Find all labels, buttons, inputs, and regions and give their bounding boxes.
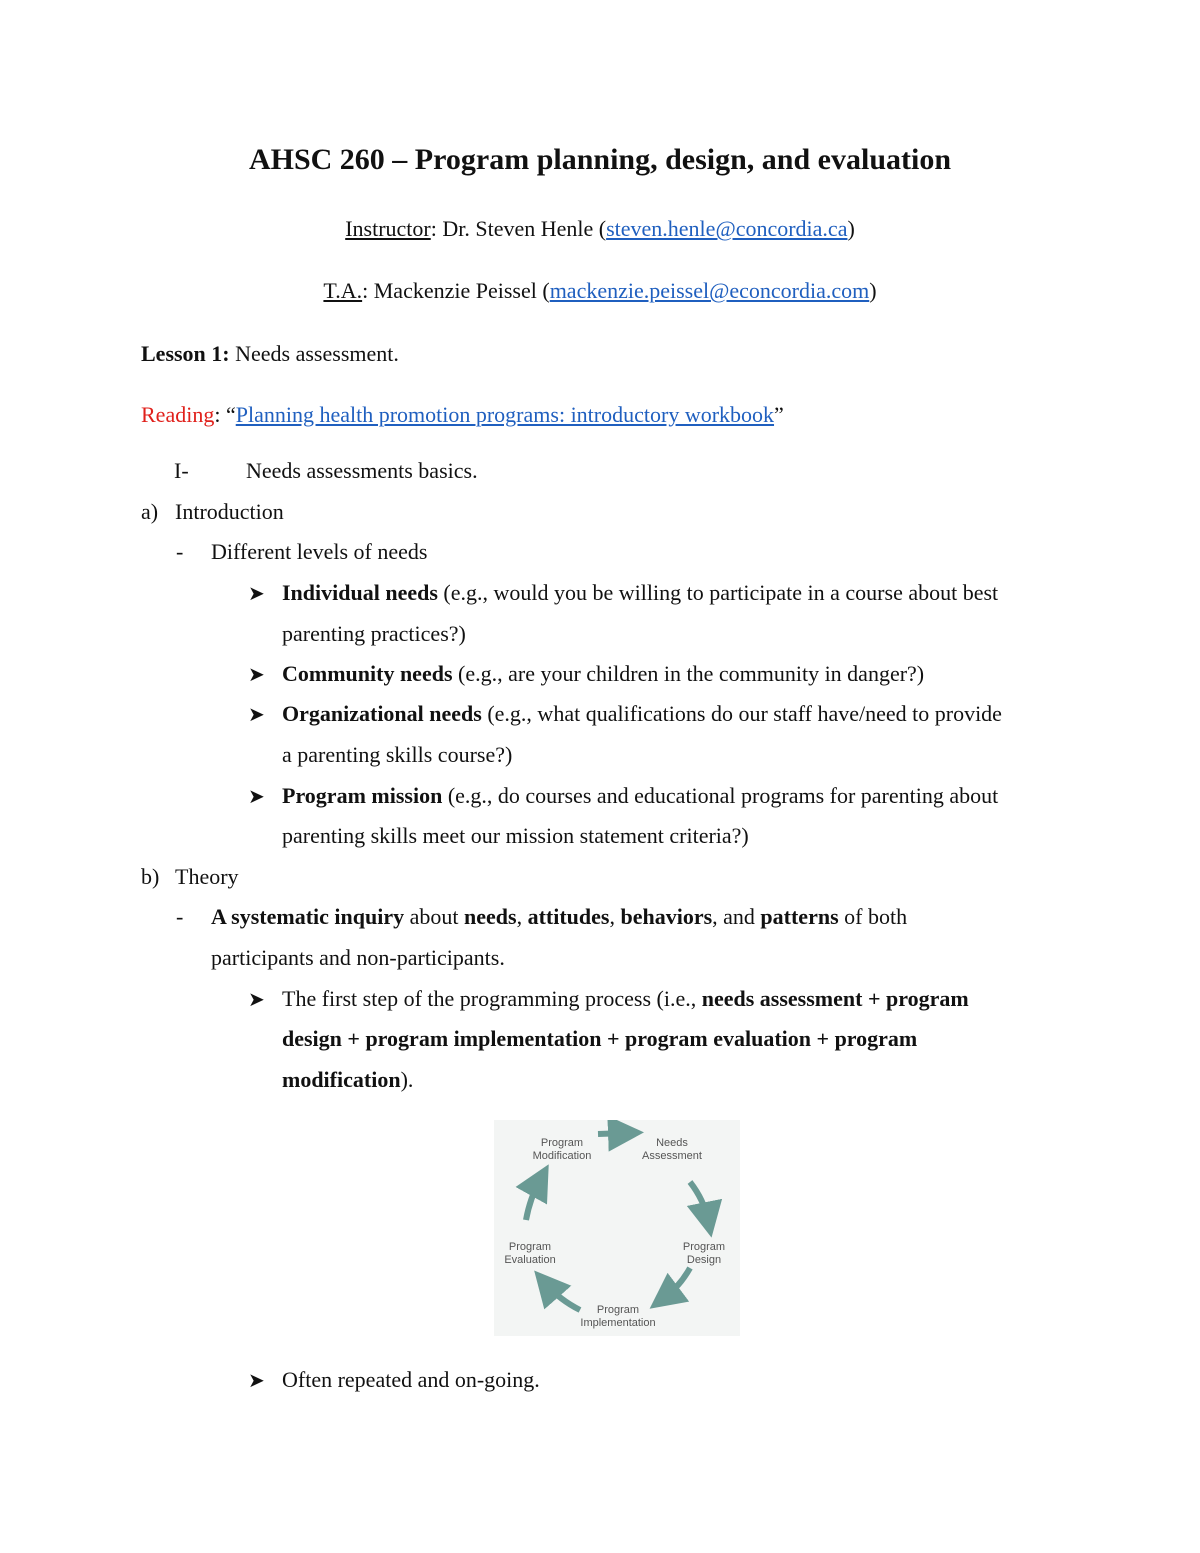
reading-label: Reading bbox=[141, 402, 215, 427]
bullet-individual-cont: parenting practices?) bbox=[282, 621, 466, 646]
dash-marker: - bbox=[176, 904, 184, 929]
bullet-individual bbox=[248, 578, 998, 609]
node-implementation-l1: Program bbox=[596, 1304, 640, 1316]
node-needs-l2: Assessment bbox=[642, 1150, 702, 1162]
theory-label: Theory bbox=[175, 864, 239, 889]
cycle-svg bbox=[494, 1120, 740, 1336]
arrow-bullet-icon: ➤ bbox=[248, 664, 265, 686]
instructor-email-link[interactable]: steven.henle@concordia.ca bbox=[606, 216, 848, 241]
arrow-bullet-icon: ➤ bbox=[248, 583, 265, 605]
instructor-name: Dr. Steven Henle ( bbox=[442, 216, 607, 241]
bullet-organizational bbox=[248, 699, 1002, 730]
reading-close: ” bbox=[774, 402, 784, 427]
lesson-title: Needs assessment. bbox=[229, 341, 399, 366]
bullet-first-step-end: modification). bbox=[282, 1067, 414, 1092]
instructor-close: ) bbox=[847, 216, 855, 241]
bullet-bold: Community needs bbox=[282, 661, 453, 686]
arrow-needs-to-design bbox=[690, 1182, 708, 1220]
reading-link[interactable]: Planning health promotion programs: introductory workbook bbox=[235, 402, 775, 427]
bullet-bold: Organizational needs bbox=[282, 701, 482, 726]
bullet-text: (e.g., do courses and educational programs for parenting about bbox=[442, 783, 999, 808]
bullet-first-step-cont: design + program implementation + program evaluation + program bbox=[282, 1026, 918, 1051]
theory-marker: b) bbox=[141, 864, 160, 889]
node-design-l1: Program bbox=[682, 1241, 726, 1253]
ta-colon: : bbox=[362, 278, 374, 303]
node-evaluation-l1: Program bbox=[508, 1241, 552, 1253]
bullet-repeated bbox=[248, 1365, 540, 1396]
arrow-implementation-to-evaluation bbox=[546, 1284, 580, 1310]
bullet-bold: Program mission bbox=[282, 783, 443, 808]
intro-label: Introduction bbox=[175, 499, 284, 524]
node-design-l2: Design bbox=[686, 1254, 722, 1266]
arrow-design-to-implementation bbox=[664, 1268, 690, 1298]
theory-definition: A systematic inquiry about needs, attitudes, behaviors, and patterns of both bbox=[211, 904, 908, 929]
bullet-first-step: ➤ The first step of the programming process (i.e., needs assessment + program bbox=[248, 984, 969, 1015]
bullet-text: (e.g., what qualifications do our staff have/need to provide bbox=[481, 701, 1002, 726]
lesson-label: Lesson 1: bbox=[141, 341, 230, 366]
node-implementation-l2: Implementation bbox=[580, 1317, 656, 1329]
arrow-bullet-icon: ➤ bbox=[248, 704, 265, 726]
ta-line bbox=[0, 276, 1200, 306]
reading-line bbox=[141, 400, 784, 430]
reading-open: : “ bbox=[214, 402, 236, 427]
ta-label: T.A. bbox=[323, 278, 363, 303]
arrow-evaluation-to-modification bbox=[526, 1180, 540, 1220]
instructor-line bbox=[0, 214, 1200, 244]
bullet-mission-cont: parenting skills meet our mission statement criteria?) bbox=[282, 823, 749, 848]
arrow-bullet-icon: ➤ bbox=[248, 786, 265, 808]
ta-email-link[interactable]: mackenzie.peissel@econcordia.com bbox=[549, 278, 870, 303]
bullet-bold: Individual needs bbox=[282, 580, 438, 605]
ta-name: Mackenzie Peissel ( bbox=[373, 278, 550, 303]
bullet-text: (e.g., are your children in the community in danger?) bbox=[452, 661, 925, 686]
node-modification-l2: Modification bbox=[532, 1150, 592, 1162]
arrow-bullet-icon: ➤ bbox=[248, 1370, 265, 1392]
arrow-bullet-icon: ➤ bbox=[248, 989, 265, 1011]
instructor-colon: : bbox=[430, 216, 443, 241]
arrow-modification-to-needs bbox=[598, 1133, 626, 1134]
section-heading: Needs assessments basics. bbox=[246, 458, 478, 483]
bullet-community bbox=[248, 659, 924, 690]
bullet-text: (e.g., would you be willing to participate in a course about best bbox=[437, 580, 999, 605]
instructor-label: Instructor bbox=[345, 216, 431, 241]
bullet-organizational-cont: a parenting skills course?) bbox=[282, 742, 513, 767]
theory-definition-cont: participants and non-participants. bbox=[211, 945, 505, 970]
node-evaluation-l2: Evaluation bbox=[504, 1254, 556, 1266]
bullet-text: Often repeated and on-going. bbox=[282, 1367, 540, 1392]
intro-marker: a) bbox=[141, 499, 159, 524]
bullet-mission bbox=[248, 781, 998, 812]
lesson-heading bbox=[141, 339, 399, 369]
program-cycle-diagram bbox=[494, 1120, 740, 1336]
node-needs-l1: Needs bbox=[656, 1137, 688, 1149]
needs-levels-item: Different levels of needs bbox=[211, 539, 428, 564]
document-title: AHSC 260 – Program planning, design, and evaluation bbox=[248, 143, 952, 176]
ta-close: ) bbox=[869, 278, 877, 303]
dash-marker: - bbox=[176, 539, 184, 564]
node-modification-l1: Program bbox=[540, 1137, 584, 1149]
section-numeral: I- bbox=[174, 458, 189, 483]
